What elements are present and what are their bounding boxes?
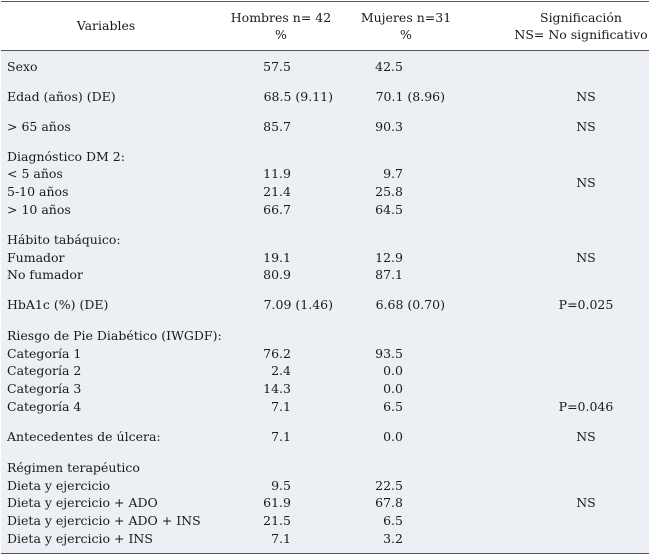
header-significance-note: NS= No significativo (514, 27, 648, 42)
men-value: 14.3 (263, 381, 291, 396)
row-label: Dieta y ejercicio + ADO (7, 495, 158, 510)
row-label: < 5 años (7, 166, 63, 181)
women-value: 12.9 (375, 250, 403, 265)
men-value: 7.1 (271, 429, 291, 444)
women-value: 67.8 (375, 495, 403, 510)
significance-value: P=0.046 (558, 399, 614, 414)
row-label: HbA1c (%) (DE) (7, 297, 109, 312)
women-value: 0.0 (383, 363, 403, 378)
women-value: 87.1 (375, 267, 403, 282)
women-value: 22.5 (375, 478, 403, 493)
men-value: 61.9 (263, 495, 291, 510)
men-value: 7.09 (1.46) (263, 297, 333, 312)
men-value: 19.1 (263, 250, 291, 265)
women-value: 3.2 (383, 531, 403, 546)
group-label: Régimen terapéutico (7, 460, 140, 475)
significance-value: NS (576, 250, 596, 265)
row-label: Categoría 4 (7, 399, 82, 414)
results-table (1, 1, 649, 554)
header-women-unit: % (400, 27, 412, 42)
significance-value: NS (576, 429, 596, 444)
women-value: 64.5 (375, 202, 403, 217)
row-label: Dieta y ejercicio (7, 478, 111, 493)
row-label: Fumador (7, 250, 65, 265)
women-value: 0.0 (383, 429, 403, 444)
row-label: Categoría 1 (7, 346, 82, 361)
women-value: 6.5 (383, 513, 403, 528)
significance-value: NS (576, 89, 596, 104)
significance-value: P=0.025 (558, 297, 614, 312)
men-value: 9.5 (271, 478, 291, 493)
men-value: 21.5 (263, 513, 291, 528)
group-label: Diagnóstico DM 2: (7, 149, 125, 164)
header-men-unit: % (275, 27, 287, 42)
men-value: 7.1 (271, 399, 291, 414)
men-value: 80.9 (263, 267, 291, 282)
men-value: 66.7 (263, 202, 291, 217)
men-value: 57.5 (263, 59, 291, 74)
header-women: Mujeres n=31 (360, 10, 452, 25)
women-value: 25.8 (375, 184, 403, 199)
significance-value: NS (576, 175, 596, 190)
row-label: Antecedentes de úlcera: (7, 429, 161, 444)
group-label: Hábito tabáquico: (7, 232, 121, 247)
women-value: 0.0 (383, 381, 403, 396)
header-men: Hombres n= 42 (230, 10, 332, 25)
row-label: 5-10 años (7, 184, 69, 199)
men-value: 7.1 (271, 531, 291, 546)
row-label: Sexo (7, 59, 38, 74)
women-value: 70.1 (8.96) (375, 89, 445, 104)
men-value: 85.7 (263, 119, 291, 134)
women-value: 6.5 (383, 399, 403, 414)
women-value: 9.7 (383, 166, 403, 181)
row-label: Categoría 2 (7, 363, 82, 378)
row-label: No fumador (7, 267, 83, 282)
significance-value: NS (576, 119, 596, 134)
men-value: 21.4 (263, 184, 291, 199)
men-value: 2.4 (271, 363, 291, 378)
men-value: 76.2 (263, 346, 291, 361)
significance-value: NS (576, 495, 596, 510)
group-label: Riesgo de Pie Diabético (IWGDF): (7, 328, 222, 343)
men-value: 11.9 (263, 166, 291, 181)
header-variables: Variables (76, 18, 136, 33)
women-value: 93.5 (375, 346, 403, 361)
men-value: 68.5 (9.11) (263, 89, 333, 104)
row-label: Categoría 3 (7, 381, 82, 396)
row-label: Dieta y ejercicio + INS (7, 531, 153, 546)
women-value: 42.5 (375, 59, 403, 74)
women-value: 6.68 (0.70) (375, 297, 445, 312)
row-label: Dieta y ejercicio + ADO + INS (7, 513, 201, 528)
row-label: > 65 años (7, 119, 71, 134)
header-significance: Significación (540, 10, 622, 25)
women-value: 90.3 (375, 119, 403, 134)
row-label: > 10 años (7, 202, 71, 217)
row-label: Edad (años) (DE) (7, 89, 116, 104)
